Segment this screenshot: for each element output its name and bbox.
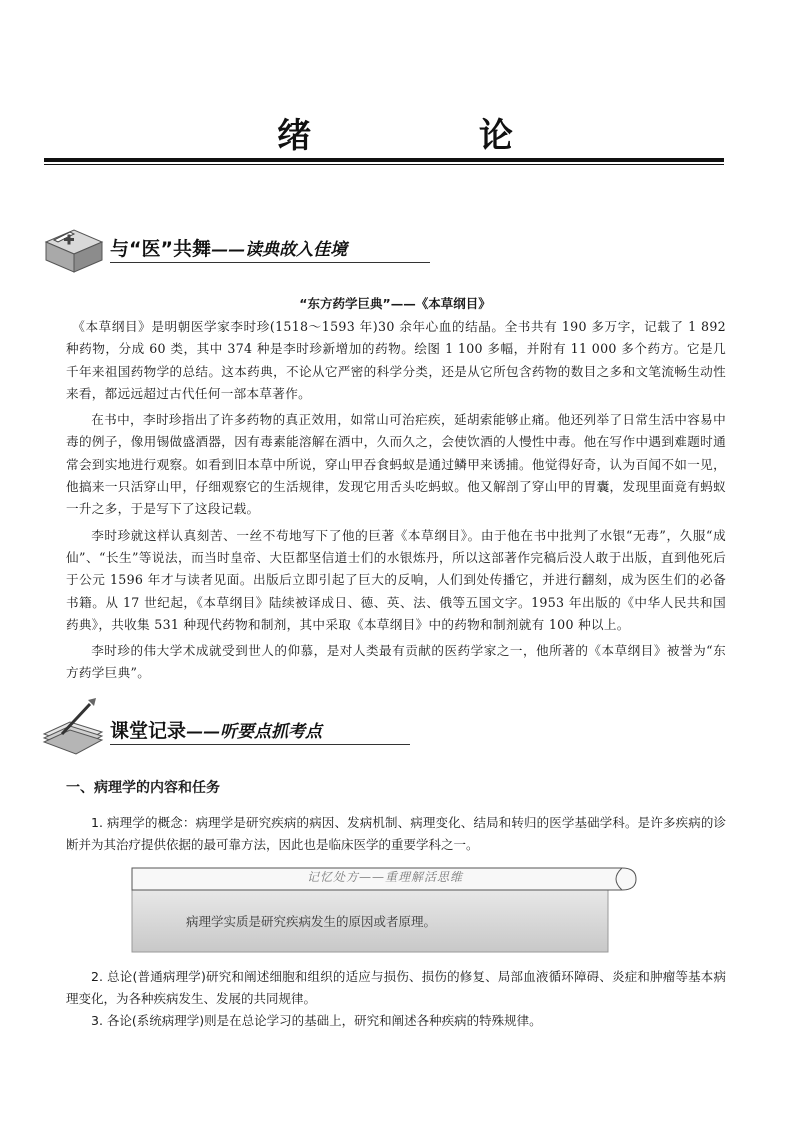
story-title: “东方药学巨典”——《本草纲目》	[299, 296, 491, 311]
medicine-box-icon	[40, 212, 106, 276]
section-header-notes	[40, 694, 460, 758]
story-paragraph: 在书中，李时珍指出了许多药物的真正效用，如常山可治疟疾，延胡索能够止痛。他还列举了日常生活中容易中毒的例子，像用锡做盛酒器，因有毒素能溶解在酒中，久而久之，会使饮酒的人慢性中毒。他在写作中遇到难题时通常会到实地进行观察。如看到旧本草中所说，穿山甲吞食蚂蚁是通过鳞甲来诱捕。他觉得好奇，认为百闻不如一见，他搞来一只活穿山甲，仔细观察它的生活规律，发现它用舌头吃蚂蚁。他又解剖了穿山甲的胃囊，发现里面竟有蚂蚁一升之多，于是写下了这段记载。	[66, 412, 726, 517]
header-underline	[110, 744, 410, 745]
section-heading: 与“医”共舞	[110, 238, 211, 260]
notebook-pen-icon	[40, 694, 106, 758]
story-paragraph: 《本草纲目》是明朝医学家李时珍(1518～1593 年)30 余年心血的结晶。全书共有 190 多万字，记载了 1 892 种药物，分成 60 类，其中 374 种是李时珍新增加的药物。绘图 1 100 多幅，并附有 11 000 多个药方。它是几千年来祖国药物学的总结。这本药典，不论从它严密的科学分类，还是从它所包含药物的数目之多和文笔流畅生动性来看，都远远超过古代任何一部本草著作。	[66, 319, 726, 401]
section-heading: 课堂记录	[110, 720, 187, 742]
memo-title: 记忆处方——重理解活思维	[306, 870, 463, 884]
point-1	[66, 812, 726, 856]
section-title-story	[110, 234, 347, 261]
section-title-notes	[110, 716, 322, 743]
memo-text: 病理学实质是研究疾病发生的原因或者原理。	[186, 914, 437, 929]
subsection-heading: 一、病理学的内容和任务	[66, 780, 220, 796]
point-2	[66, 966, 726, 1010]
story-paragraph: 李时珍的伟大学术成就受到世人的仰慕，是对人类最有贡献的医药学家之一，他所著的《本草纲目》被誉为“东方药学巨典”。	[66, 643, 726, 681]
story-paragraph: 李时珍就这样认真刻苦、一丝不苟地写下了他的巨著《本草纲目》。由于他在书中批判了水银“无毒”，久服“成仙”、“长生”等说法，而当时皇帝、大臣都坚信道士们的水银炼丹，所以这部著作完稿后没人敢于出版，直到他死后于公元 1596 年才与读者见面。出版后立即引起了巨大的反响，人们到处传播它，并进行翻刻，成为医生们的必备书籍。从 17 世纪起，《本草纲目》陆续被译成日、德、英、法、俄等五国文字。1953 年出版的《中华人民共和国药典》，共收集 531 种现代药物和制剂，其中采取《本草纲目》中的药物和制剂就有 100 种以上。	[66, 527, 726, 632]
story-body	[66, 316, 726, 689]
header-underline	[110, 262, 430, 263]
chapter-title: 绪 论	[277, 116, 591, 156]
point-3	[66, 1010, 726, 1032]
point-text: 1. 病理学的概念：病理学是研究疾病的病因、发病机制、病理变化、结局和转归的医学基础学科。是许多疾病的诊断并为其治疗提供依据的最可靠方法，因此也是临床医学的重要学科之一。	[66, 815, 726, 852]
title-rule	[44, 158, 724, 162]
memo-box	[130, 862, 640, 954]
title-rule-thin	[44, 164, 724, 165]
point-text: 2. 总论(普通病理学)研究和阐述细胞和组织的适应与损伤、损伤的修复、局部血液循环障碍、炎症和肿瘤等基本病理变化，为各种疾病发生、发展的共同规律。	[66, 969, 726, 1006]
section-subheading: ——听要点抓考点	[186, 722, 323, 742]
section-subheading: ——读典故入佳境	[210, 240, 347, 260]
section-header-story	[40, 212, 460, 276]
point-text: 3. 各论(系统病理学)则是在总论学习的基础上，研究和阐述各种疾病的特殊规律。	[91, 1013, 542, 1028]
